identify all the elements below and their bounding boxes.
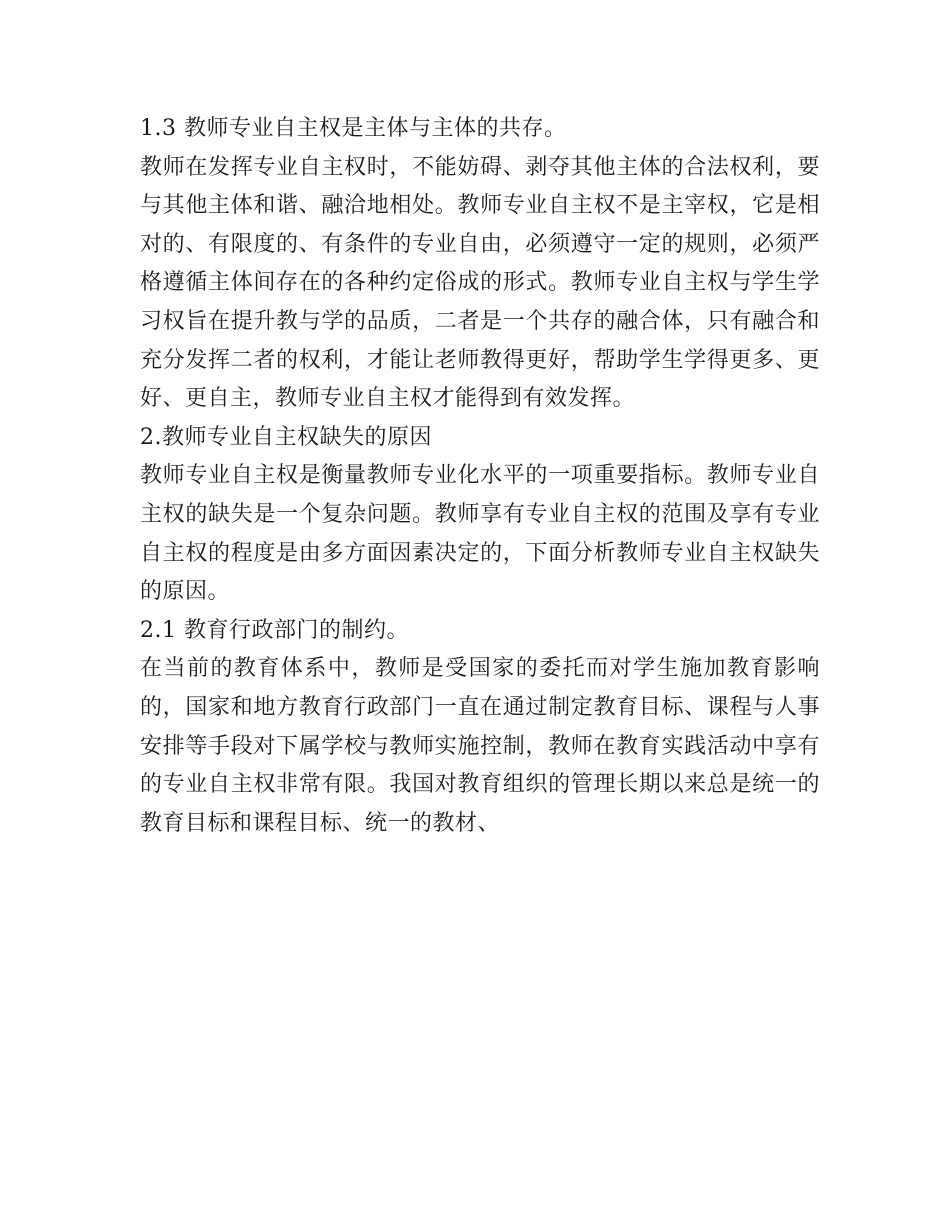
section-heading-2-1: 2.1 教育行政部门的制约。 (140, 617, 409, 643)
document-page (140, 110, 820, 843)
section-heading-2: 2.教师专业自主权缺失的原因 (140, 424, 432, 450)
section-paragraph-1-3: 教师在发挥专业自主权时，不能妨碍、剥夺其他主体的合法权利，要与其他主体和谐、融洽地相处。教师专业自主权不是主宰权，它是相对的、有限度的、有条件的专业自由，必须遵守一定的规则，必须严格遵循主体间存在的各种约定俗成的形式。教师专业自主权与学生学习权旨在提升教与学的品质，二者是一个共存的融合体，只有融合和充分发挥二者的权利，才能让老师教得更好，帮助学生学得更多、更好、更自主，教师专业自主权才能得到有效发挥。 (140, 154, 820, 412)
section-paragraph-2-1: 在当前的教育体系中，教师是受国家的委托而对学生施加教育影响的，国家和地方教育行政部门一直在通过制定教育目标、课程与人事安排等手段对下属学校与教师实施控制，教师在教育实践活动中享有的专业自主权非常有限。我国对教育组织的管理长期以来总是统一的教育目标和课程目标、统一的教材、 (140, 656, 820, 836)
section-paragraph-2: 教师专业自主权是衡量教师专业化水平的一项重要指标。教师专业自主权的缺失是一个复杂问题。教师享有专业自主权的范围及享有专业自主权的程度是由多方面因素决定的，下面分析教师专业自主权缺失的原因。 (140, 463, 820, 605)
section-heading-1-3: 1.3 教师专业自主权是主体与主体的共存。 (140, 116, 567, 141)
